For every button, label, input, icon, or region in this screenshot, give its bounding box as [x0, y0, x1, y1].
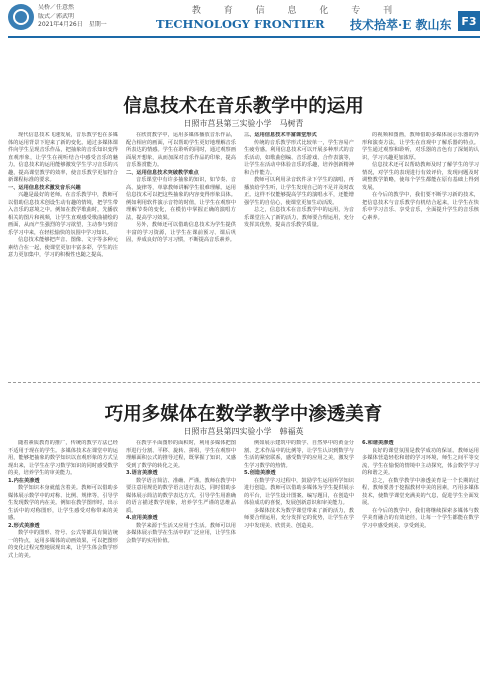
paragraph: 教师可以利用录音软件录下学生的演唱，再播放给学生听，让学生发现自己的不足并及时改正。这样不仅能够提高学生的演唱水平，还能增强学生的自信心，使课堂更加生动活泼。: [244, 177, 354, 206]
section-banner: 教 育 信 息 化 专 刊: [191, 6, 403, 16]
article2-title: 巧用多媒体在数学教学中渗透美育: [104, 404, 383, 425]
paragraph: 数学中的图形、符号、公式等都具有简洁统一的特点，运用多媒体的动画效果，可以把图形的变化过程完整地展现出来，让学生体会数学形式上的美。: [8, 530, 118, 559]
section-heading: 6.和谐美渗透: [362, 440, 394, 446]
section-heading: 5.创造美渗透: [244, 470, 276, 476]
section-heading: 1.内在美渗透: [8, 477, 40, 484]
paragraph: 现代信息技术飞速发展，音乐教学也在多媒体的运用背景下迎来了新的变化。通过多媒体课件向学生呈现音乐作品，把抽象的音乐知识变得直观形象，让学生在视听结合中感受音乐的魅力。信息技术的运用能够激发学生学习音乐的兴趣，提高课堂教学的效率，使音乐教学更加符合新课程标准的要求。: [8, 132, 118, 183]
paragraph: 传统的音乐教学形式比较单一，学生容易产生疲劳感。利用信息技术可以开展多种形式的音乐活动，如歌曲创编、音乐游戏、合作表演等，让学生在活动中体验音乐的乐趣，培养创新精神和合作能力。: [244, 139, 354, 176]
paragraph: 多媒体技术为数学课堂带来了新的活力，教师要合理运用，充分发挥它的优势，让学生在学习中发现美、欣赏美、创造美。: [244, 507, 354, 529]
paragraph: 在数学学习过程中，鼓励学生运用所学知识进行创造。教师可以借助多媒体为学生提供展示的平台，让学生设计图案、编写题目，在创造中体验成功的喜悦，发展创新意识和审美能力。: [244, 477, 354, 506]
paragraph: 随着素质教育的推广，传统的教学方法已经不适用于现在的学生。多媒体技术在课堂中的运用，能够把抽象的数学知识以直观形象的方式呈现出来，让学生在学习数学知识的同时感受数学的美，培养学生的审美能力。: [8, 440, 118, 476]
section-heading: 2.形式美渗透: [8, 522, 40, 529]
article2-column-4: [362, 440, 479, 686]
section-heading: 二、运用信息技术突破教学难点: [126, 169, 199, 176]
paragraph: 数学语言简洁、准确、严谨。教师在教学中要注意用规范的数学语言进行表达，同时借助多媒体展示简洁的数学表达方式，引导学生用准确的语言描述数学现象，培养学生严谨的思维品质。: [126, 477, 236, 514]
article2-byline: 日照市莒县第四实验小学 韩福英: [183, 427, 304, 436]
paragraph: 总之，信息技术在音乐教学中的运用，为音乐课堂注入了新的活力，教师要合理运用，充分发挥其优势，提高音乐教学质量。: [244, 207, 354, 228]
issue-date: 2021年4月26日 星期一: [38, 21, 107, 28]
paragraph: 在今后的教学中，我们将继续探索多媒体与数学美育融合的有效途径，让每一个学生都能在数学学习中感受到美、享受到美。: [362, 507, 479, 529]
paragraph: 音乐课堂中有许多抽象的知识，如节奏、音高、旋律等，单靠教师讲解学生很难理解。运用信息技术可以把这些抽象的内容变得形象具体。例如利用软件演示音符的时值，让学生在观察中理解节奏的变化，在模仿中掌握正确的演唱方法，提高学习效果。: [126, 177, 236, 221]
article-divider: [8, 382, 480, 383]
header-divider: [8, 36, 480, 38]
article2-column-2: [126, 440, 236, 686]
paragraph: 数学知识本身就蕴含着美。教师可以借助多媒体展示数学中的对称、比例、规律等，引导学生发现数学的内在美。例如在教学图形时，出示生活中的对称图形，让学生感受对称带来的美感。: [8, 485, 118, 521]
article1-column-2: [126, 132, 236, 372]
paragraph: 的视频和图画，教师借助多媒体展示乐器的外形和演奏方法，让学生在直观中了解乐器的特点。学生通过观察和聆听，对乐器的音色有了深刻的认识，学习兴趣更加浓厚。: [362, 132, 479, 161]
newspaper-logo-icon: [8, 4, 34, 30]
paragraph: 在教学平面图形的面积时，利用多媒体把图形进行分割、平移、旋转、拼组，学生在观察中理解面积公式的推导过程，既掌握了知识，又感受到了数学的转化之美。: [126, 440, 236, 469]
section-chinese-title: 技术拾萃·E 教山东: [350, 18, 452, 32]
article1-column-1: [8, 132, 118, 372]
article2-column-3: [244, 440, 354, 686]
article1-column-3: [244, 132, 354, 372]
section-heading: 一、运用信息技术激发音乐兴趣: [8, 184, 81, 191]
paragraph: 信息技术还可以帮助教师及时了解学生的学习情况，对学生的表现进行有效评价，发现问题及时调整教学策略，使每个学生都能在原有基础上得到发展。: [362, 162, 479, 191]
layout-credit: 版式／郭武明: [38, 12, 75, 20]
paragraph: 另外，教师还可以借助信息技术为学生提供丰富的学习资源，让学生在课前预习、课后巩固，养成良好的学习习惯，不断提高音乐素养。: [126, 222, 236, 243]
paragraph: 在欣赏教学中，运用多媒体播放音乐作品，配合相应的画面，可以帮助学生更好地理解音乐所表达的情感。学生在聆听的同时，通过观察画面展开想象，从而加深对音乐作品的印象，提高音乐鉴赏能力。: [126, 132, 236, 168]
article1-title: 信息技术在音乐教学中的运用: [123, 96, 364, 117]
paragraph: 数学来源于生活又应用于生活。教师可以用多媒体展示数学在生活中的广泛应用，让学生体会数学的实用价值。: [126, 522, 236, 544]
section-english-title: TECHNOLOGY FRONTIER: [156, 17, 325, 31]
article2-column-1: [8, 440, 118, 686]
paragraph: 良好的课堂氛围是教学成功的保证。教师运用多媒体营造轻松和谐的学习环境，师生之间平等交流，学生在愉悦的情境中主动探究，体会数学学习的和谐之美。: [362, 447, 479, 476]
paragraph: 信息技术能够把声音、图像、文字等多种元素结合在一起，使课堂更加丰富多彩，学生的注意力更加集中，学习的积极性也随之提高。: [8, 237, 118, 258]
paragraph: 总之，在数学教学中渗透美育是一个长期的过程，教师要善于挖掘教材中美的因素，巧用多媒体技术，使数学课堂充满美的气息，促进学生全面发展。: [362, 477, 479, 506]
page-number-badge: F3: [458, 11, 480, 31]
header-meta: [38, 4, 148, 30]
section-heading: 三、运用信息技术丰富课堂形式: [244, 132, 317, 138]
paragraph: 兴趣是最好的老师。在音乐教学中，教师可以借助信息技术创设生动有趣的情境，把学生带入音乐的意境之中。例如在教学歌曲时，先播放相关的图片和视频，让学生直观感受歌曲描绘的画面，从而产生强烈的学习欲望，主动参与到音乐学习中来，在轻松愉快的氛围中学习知识。: [8, 192, 118, 236]
paragraph: 在今后的教学中，我们要不断学习新的技术，把信息技术与音乐教学有机结合起来，让学生在快乐中学习音乐、享受音乐，全面提升学生的音乐核心素养。: [362, 192, 479, 221]
paragraph: 例如展示建筑中的数学、自然界中的黄金分割、艺术作品中的比例等，让学生认识到数学与生活的紧密联系，感受数学的应用之美，激发学生学习数学的热情。: [244, 440, 354, 469]
editor-credit: 吴桥／任意然: [38, 4, 75, 11]
section-heading: 3.语言美渗透: [126, 470, 158, 476]
section-heading: 4.应用美渗透: [126, 515, 158, 521]
article1-column-4: [362, 132, 479, 372]
article1-byline: 日照市莒县第三实验小学 马树青: [183, 119, 304, 128]
